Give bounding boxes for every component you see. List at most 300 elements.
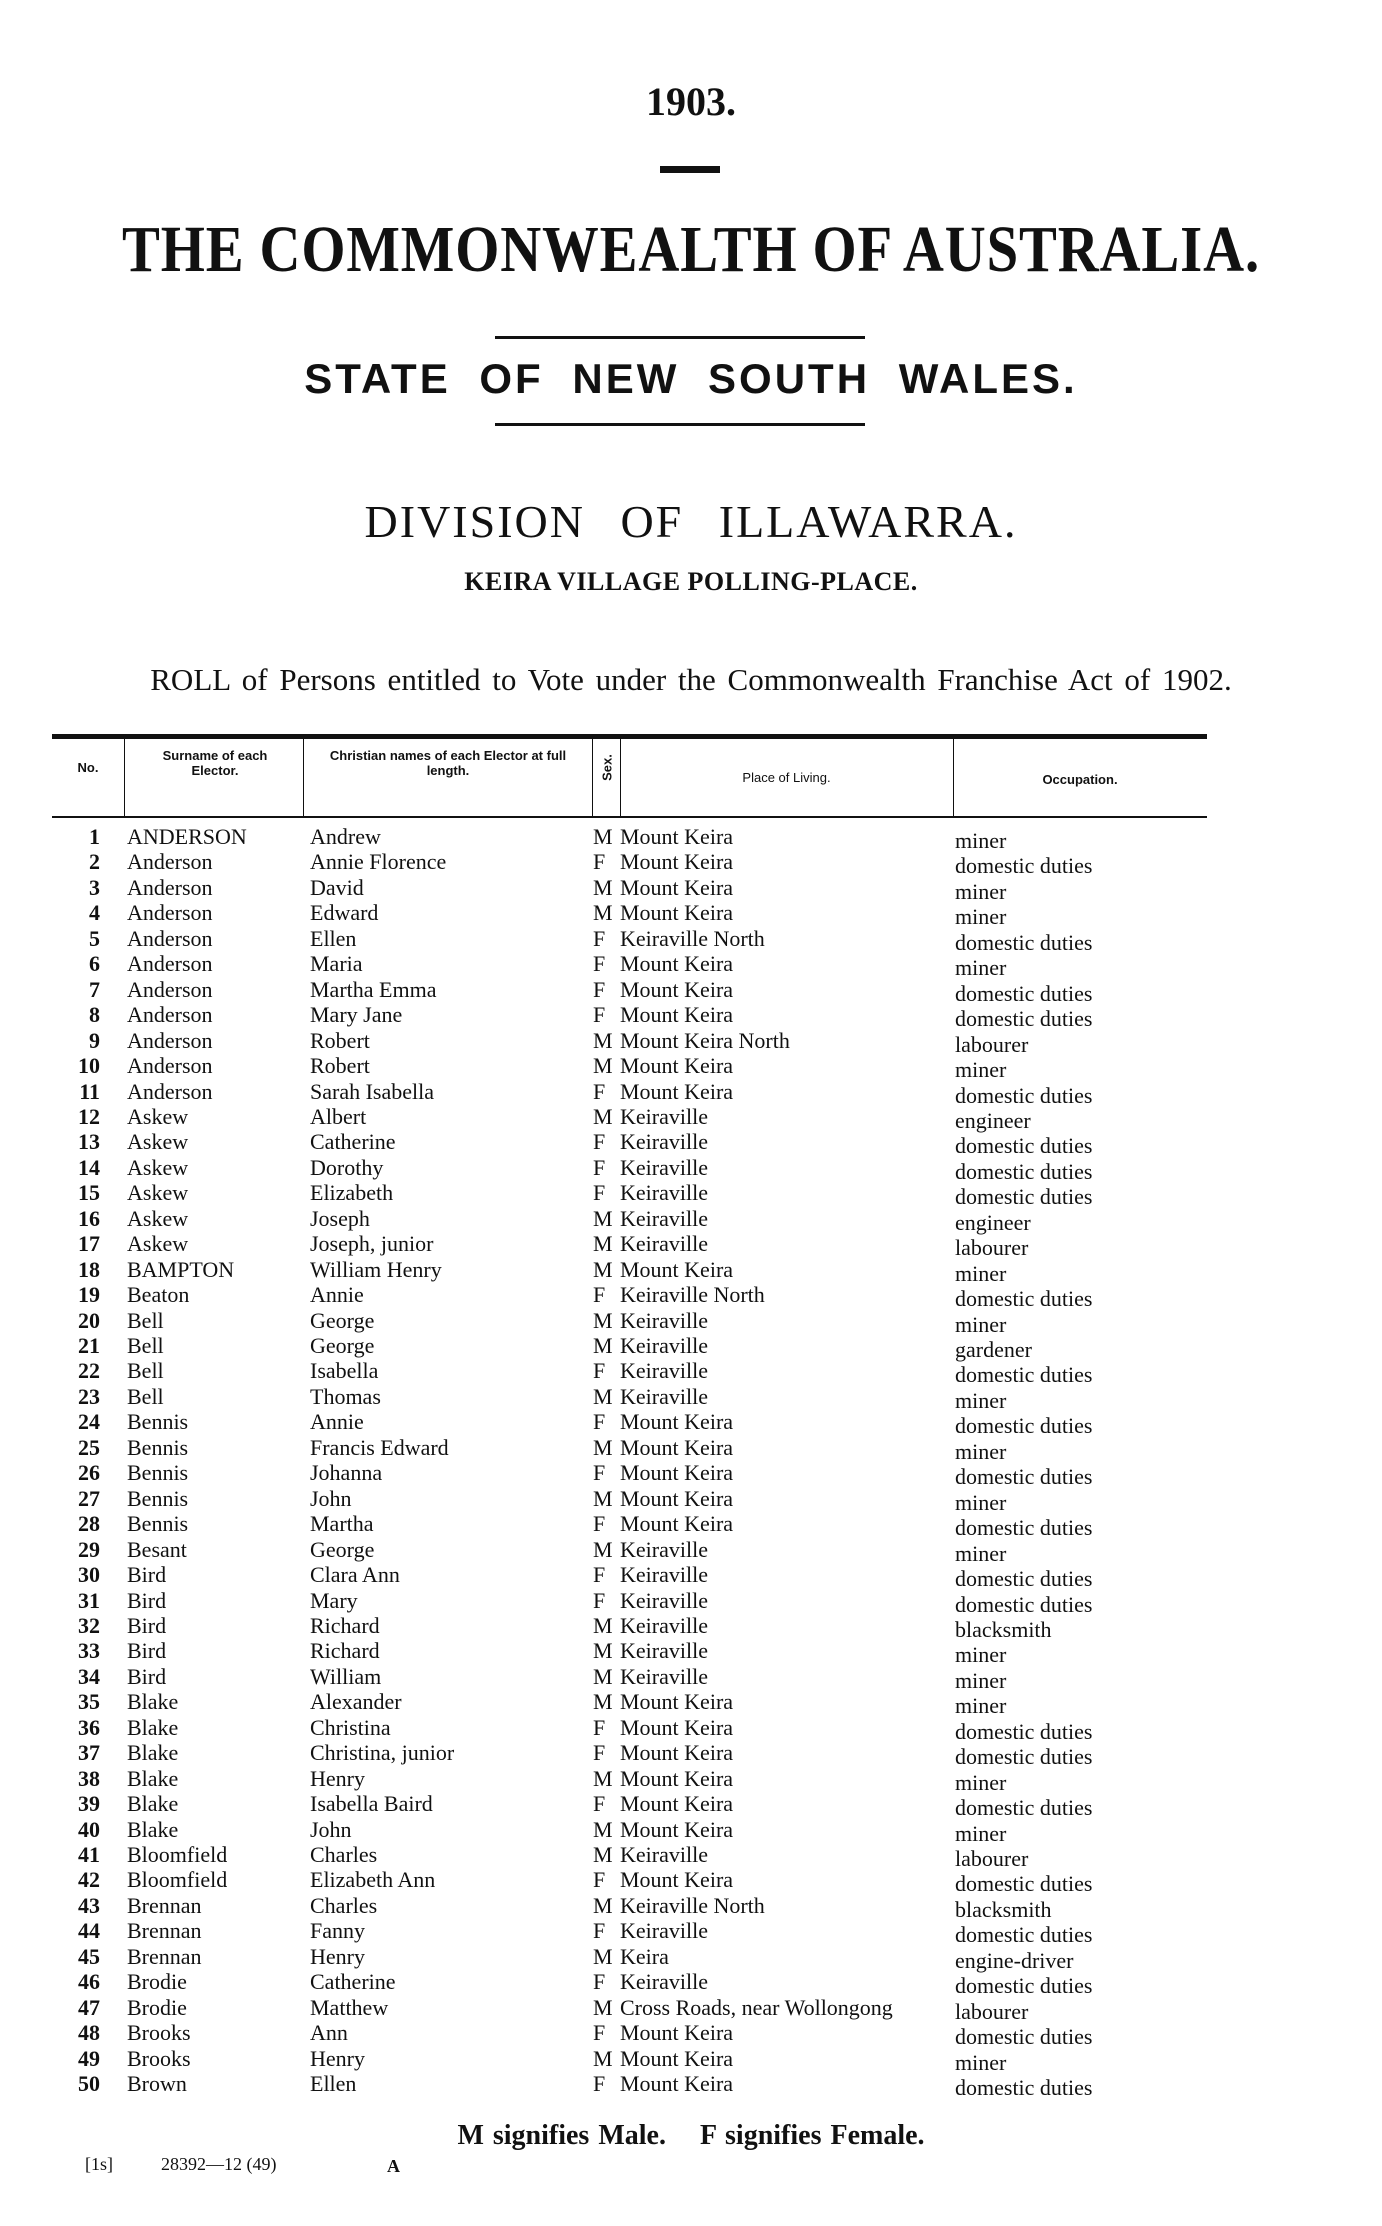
cell-sex: F [593, 1129, 606, 1155]
cell-christian-names: Henry [310, 2045, 365, 2071]
cell-place: Keiraville [620, 1103, 708, 1129]
cell-no: 18 [78, 1256, 100, 1282]
cell-no: 19 [78, 1282, 100, 1308]
cell-sex: M [593, 824, 613, 849]
cell-occupation: labourer [955, 1846, 1029, 1871]
cell-christian-names: Mary [310, 1587, 358, 1613]
cell-sex: F [593, 1154, 606, 1180]
cell-occupation: domestic duties [955, 1413, 1093, 1439]
cell-no: 43 [78, 1892, 100, 1918]
cell-sex: F [593, 2071, 606, 2097]
footer-code: [1s] [85, 2154, 113, 2174]
cell-sex: F [593, 1714, 606, 1740]
cell-christian-names: Joseph, junior [310, 1231, 434, 1257]
footer-print-ref: 28392—12 (49) [161, 2154, 277, 2174]
cell-surname: Blake [127, 1689, 179, 1715]
cell-christian-names: Martha [310, 1511, 374, 1537]
cell-surname: Bird [127, 1663, 167, 1689]
cell-no: 20 [78, 1307, 100, 1333]
roll-caption: ROLL of Persons entitled to Vote under the Commonwealth Franchise Act of 1902. [150, 662, 1232, 697]
cell-christian-names: Annie [310, 1282, 364, 1308]
cell-surname: Anderson [127, 1078, 213, 1104]
cell-place: Keiraville [620, 1180, 708, 1206]
cell-no: 17 [78, 1231, 100, 1257]
divider-rule [495, 336, 865, 339]
cell-no: 48 [78, 2020, 100, 2046]
cell-no: 23 [78, 1383, 100, 1409]
cell-christian-names: Elizabeth [310, 1180, 394, 1206]
cell-no: 47 [78, 1994, 100, 2020]
cell-no: 37 [78, 1740, 100, 1766]
cell-sex: M [593, 1333, 613, 1358]
cell-sex: M [593, 1383, 613, 1409]
cell-no: 28 [78, 1511, 100, 1537]
cell-place: Keiraville North [620, 1282, 765, 1308]
divider-dash [660, 166, 720, 173]
cell-sex: M [593, 1231, 613, 1257]
cell-occupation: domestic duties [955, 1795, 1093, 1821]
cell-place: Mount Keira [620, 1511, 734, 1537]
cell-surname: Brooks [127, 2020, 191, 2046]
cell-no: 38 [78, 1765, 100, 1791]
cell-sex: F [593, 1282, 606, 1308]
cell-christian-names: Henry [310, 1943, 365, 1969]
cell-christian-names: Catherine [310, 1129, 396, 1155]
cell-place: Keiraville [620, 1969, 708, 1995]
cell-christian-names: Mary Jane [310, 1002, 403, 1028]
cell-sex: M [593, 1205, 613, 1231]
cell-occupation: domestic duties [955, 1133, 1093, 1159]
cell-place: Mount Keira [620, 1460, 734, 1486]
cell-no: 11 [79, 1078, 100, 1104]
cell-occupation: miner [955, 1693, 1007, 1719]
cell-occupation: miner [955, 1667, 1007, 1693]
cell-no: 49 [78, 2045, 100, 2071]
cell-place: Mount Keira [620, 1765, 734, 1791]
cell-surname: Bennis [127, 1434, 189, 1460]
cell-christian-names: Johanna [310, 1460, 383, 1486]
cell-sex: M [593, 1485, 613, 1511]
cell-sex: F [593, 2020, 606, 2046]
polling-place-heading: KEIRA VILLAGE POLLING-PLACE. [464, 567, 918, 596]
cell-occupation: domestic duties [955, 1158, 1093, 1184]
cell-no: 12 [78, 1103, 100, 1129]
cell-no: 6 [89, 951, 100, 977]
cell-sex: F [593, 1078, 606, 1104]
cell-surname: Bird [127, 1587, 167, 1613]
cell-surname: Bennis [127, 1409, 189, 1435]
cell-place: Mount Keira [620, 1714, 734, 1740]
cell-no: 15 [78, 1180, 100, 1206]
cell-occupation: labourer [955, 1031, 1029, 1057]
cell-occupation: miner [955, 1642, 1007, 1668]
cell-occupation: domestic duties [955, 1566, 1093, 1592]
cell-surname: Anderson [127, 951, 213, 977]
cell-christian-names: Christina, junior [310, 1740, 455, 1766]
cell-surname: Askew [127, 1129, 189, 1155]
cell-occupation: miner [955, 1311, 1007, 1337]
cell-christian-names: Joseph [310, 1205, 370, 1231]
cell-surname: Bird [127, 1638, 167, 1664]
cell-sex: F [593, 1460, 606, 1486]
cell-no: 25 [78, 1434, 100, 1460]
cell-surname: Anderson [127, 900, 213, 926]
cell-surname: Bloomfield [127, 1867, 228, 1893]
header-place: Place of Living. [742, 770, 831, 785]
cell-occupation: miner [955, 1820, 1007, 1846]
column-divider [124, 736, 125, 816]
cell-sex: M [593, 1638, 613, 1664]
cell-sex: M [593, 1816, 613, 1842]
cell-surname: Besant [127, 1536, 187, 1562]
cell-no: 3 [89, 874, 100, 900]
cell-place: Keiraville [620, 1587, 708, 1613]
cell-christian-names: Ellen [310, 2071, 357, 2097]
cell-occupation: miner [955, 1260, 1007, 1286]
cell-place: Keiraville [620, 1307, 708, 1333]
cell-place: Mount Keira [620, 1434, 734, 1460]
cell-sex: M [593, 874, 613, 900]
header-surname: Surname of each Elector. [162, 748, 268, 778]
cell-occupation: domestic duties [955, 1362, 1093, 1388]
cell-place: Keiraville [620, 1918, 708, 1944]
cell-christian-names: Annie Florence [310, 849, 447, 875]
cell-surname: Bennis [127, 1485, 189, 1511]
cell-no: 34 [78, 1663, 100, 1689]
division-heading: DIVISION OF ILLAWARRA. [364, 496, 1018, 547]
cell-occupation: domestic duties [955, 1286, 1093, 1312]
cell-sex: F [593, 976, 606, 1002]
header-no: No. [77, 760, 99, 775]
cell-sex: M [593, 1256, 613, 1282]
cell-christian-names: Charles [310, 1892, 378, 1918]
cell-no: 41 [78, 1842, 100, 1867]
cell-occupation: engineer [955, 1209, 1031, 1235]
cell-sex: F [593, 1867, 606, 1893]
sex-legend [0, 2120, 1382, 2152]
cell-no: 2 [89, 849, 100, 875]
cell-place: Mount Keira [620, 2045, 734, 2071]
cell-occupation: domestic duties [955, 1184, 1093, 1210]
cell-sex: M [593, 1689, 613, 1715]
header-sex: Sex. [599, 754, 615, 781]
cell-occupation: blacksmith [955, 1896, 1052, 1922]
cell-sex: F [593, 925, 606, 951]
cell-place: Keiraville [620, 1358, 708, 1384]
cell-no: 16 [78, 1205, 100, 1231]
cell-christian-names: William Henry [310, 1256, 442, 1282]
cell-place: Keiraville [620, 1231, 708, 1257]
cell-surname: Blake [127, 1765, 179, 1791]
cell-no: 32 [78, 1612, 100, 1638]
cell-no: 45 [78, 1943, 100, 1969]
cell-sex: M [593, 1536, 613, 1562]
cell-sex: F [593, 1180, 606, 1206]
cell-sex: M [593, 1027, 613, 1053]
cell-occupation: domestic duties [955, 853, 1093, 879]
cell-surname: Bennis [127, 1511, 189, 1537]
cell-occupation: engine-driver [955, 1947, 1074, 1973]
cell-place: Keiraville [620, 1663, 708, 1689]
cell-place: Mount Keira [620, 1053, 734, 1079]
cell-occupation: domestic duties [955, 1922, 1093, 1948]
cell-christian-names: Alexander [310, 1689, 402, 1715]
column-divider [303, 736, 304, 816]
cell-occupation: domestic duties [955, 1973, 1093, 1999]
cell-no: 39 [78, 1791, 100, 1817]
cell-place: Keiraville [620, 1154, 708, 1180]
cell-no: 50 [78, 2071, 100, 2097]
cell-sex: M [593, 1612, 613, 1638]
cell-surname: Anderson [127, 1027, 213, 1053]
cell-christian-names: Annie [310, 1409, 364, 1435]
cell-occupation: miner [955, 1540, 1007, 1566]
cell-place: Mount Keira [620, 1816, 734, 1842]
cell-no: 42 [78, 1867, 100, 1893]
cell-surname: Blake [127, 1791, 179, 1817]
cell-sex: F [593, 1791, 606, 1817]
divider-rule [495, 423, 865, 426]
cell-christian-names: Robert [310, 1053, 370, 1079]
cell-occupation: miner [955, 904, 1007, 930]
cell-place: Mount Keira [620, 1078, 734, 1104]
cell-christian-names: Richard [310, 1638, 380, 1664]
cell-surname: Anderson [127, 976, 213, 1002]
cell-sex: F [593, 1587, 606, 1613]
cell-occupation: domestic duties [955, 2075, 1093, 2101]
cell-place: Mount Keira [620, 976, 734, 1002]
cell-surname: Bird [127, 1612, 167, 1638]
cell-place: Mount Keira [620, 849, 734, 875]
cell-no: 1 [89, 824, 100, 849]
cell-sex: M [593, 2045, 613, 2071]
legend-female: F signifies Female. [699, 2120, 925, 2151]
cell-place: Keiraville North [620, 925, 765, 951]
cell-surname: Askew [127, 1103, 189, 1129]
cell-sex: F [593, 1740, 606, 1766]
cell-christian-names: Catherine [310, 1969, 396, 1995]
cell-christian-names: Isabella Baird [310, 1791, 433, 1817]
cell-no: 40 [78, 1816, 100, 1842]
cell-occupation: domestic duties [955, 1464, 1093, 1490]
cell-sex: M [593, 900, 613, 926]
cell-surname: Anderson [127, 1002, 213, 1028]
cell-christian-names: Ellen [310, 925, 357, 951]
cell-place: Mount Keira [620, 874, 734, 900]
cell-christian-names: Andrew [310, 824, 381, 849]
cell-no: 4 [89, 900, 100, 926]
cell-surname: Blake [127, 1714, 179, 1740]
cell-surname: Bell [127, 1383, 164, 1409]
cell-christian-names: Elizabeth Ann [310, 1867, 436, 1893]
cell-place: Keiraville [620, 1536, 708, 1562]
cell-christian-names: Fanny [310, 1918, 365, 1944]
column-divider [592, 736, 593, 816]
header-occupation: Occupation. [1042, 772, 1118, 787]
cell-surname: BAMPTON [127, 1256, 235, 1282]
cell-no: 31 [78, 1587, 100, 1613]
cell-sex: M [593, 1765, 613, 1791]
cell-no: 13 [78, 1129, 100, 1155]
cell-surname: Bell [127, 1358, 164, 1384]
cell-surname: Anderson [127, 849, 213, 875]
cell-sex: F [593, 1969, 606, 1995]
cell-no: 8 [89, 1002, 100, 1028]
cell-occupation: miner [955, 1489, 1007, 1515]
cell-place: Keiraville [620, 1383, 708, 1409]
cell-sex: F [593, 1918, 606, 1944]
cell-no: 26 [78, 1460, 100, 1486]
cell-occupation: miner [955, 1387, 1007, 1413]
cell-place: Keira [620, 1943, 669, 1969]
cell-surname: Anderson [127, 925, 213, 951]
cell-sex: M [593, 1307, 613, 1333]
cell-no: 22 [78, 1358, 100, 1384]
cell-place: Keiraville [620, 1612, 708, 1638]
cell-sex: F [593, 1002, 606, 1028]
cell-occupation: gardener [955, 1337, 1032, 1362]
cell-sex: M [593, 1103, 613, 1129]
cell-place: Keiraville [620, 1638, 708, 1664]
cell-sex: M [593, 1434, 613, 1460]
cell-surname: Bloomfield [127, 1842, 228, 1867]
cell-christian-names: Clara Ann [310, 1562, 400, 1588]
cell-place: Keiraville [620, 1205, 708, 1231]
cell-occupation: miner [955, 955, 1007, 981]
cell-no: 29 [78, 1536, 100, 1562]
cell-christian-names: Martha Emma [310, 976, 437, 1002]
legend-male: M signifies Male. [457, 2120, 666, 2151]
cell-place: Mount Keira [620, 951, 734, 977]
cell-christian-names: Henry [310, 1765, 365, 1791]
cell-place: Mount Keira [620, 1689, 734, 1715]
cell-sex: F [593, 1511, 606, 1537]
cell-sex: F [593, 849, 606, 875]
cell-occupation: miner [955, 828, 1007, 853]
cell-surname: Askew [127, 1154, 189, 1180]
cell-surname: Beaton [127, 1282, 190, 1308]
cell-sex: F [593, 1409, 606, 1435]
cell-surname: Bennis [127, 1460, 189, 1486]
cell-place: Mount Keira [620, 824, 734, 849]
cell-christian-names: Maria [310, 951, 363, 977]
header-christian: Christian names of each Elector at full length. [329, 748, 567, 778]
cell-surname: Blake [127, 1816, 179, 1842]
cell-occupation: labourer [955, 1235, 1029, 1261]
cell-place: Mount Keira [620, 1002, 734, 1028]
cell-sex: F [593, 1562, 606, 1588]
cell-christian-names: Richard [310, 1612, 380, 1638]
cell-occupation: miner [955, 1769, 1007, 1795]
cell-christian-names: Sarah Isabella [310, 1078, 434, 1104]
cell-no: 10 [78, 1053, 100, 1079]
cell-sex: F [593, 1358, 606, 1384]
cell-surname: Brennan [127, 1943, 202, 1969]
table-header-rule [52, 816, 1207, 818]
cell-sex: M [593, 1842, 613, 1867]
cell-surname: Blake [127, 1740, 179, 1766]
cell-place: Mount Keira [620, 1867, 734, 1893]
cell-occupation: miner [955, 1438, 1007, 1464]
cell-christian-names: Christina [310, 1714, 391, 1740]
title-heading: THE COMMONWEALTH OF AUSTRALIA. [121, 213, 1261, 286]
cell-place: Keiraville North [620, 1892, 765, 1918]
cell-christian-names: Isabella [310, 1358, 379, 1384]
cell-occupation: miner [955, 2049, 1007, 2075]
cell-surname: Askew [127, 1231, 189, 1257]
cell-occupation: miner [955, 878, 1007, 904]
cell-no: 9 [89, 1027, 100, 1053]
cell-christian-names: Albert [310, 1103, 367, 1129]
cell-christian-names: Edward [310, 900, 379, 926]
cell-occupation: domestic duties [955, 1006, 1093, 1032]
cell-occupation: domestic duties [955, 1871, 1093, 1897]
cell-occupation: domestic duties [955, 1591, 1093, 1617]
cell-surname: Bell [127, 1333, 164, 1358]
cell-occupation: domestic duties [955, 980, 1093, 1006]
cell-no: 30 [78, 1562, 100, 1588]
cell-place: Keiraville [620, 1129, 708, 1155]
cell-occupation: domestic duties [955, 1718, 1093, 1744]
cell-surname: Brennan [127, 1892, 202, 1918]
cell-place: Mount Keira [620, 1485, 734, 1511]
cell-christian-names: George [310, 1536, 375, 1562]
cell-no: 33 [78, 1638, 100, 1664]
cell-place: Mount Keira [620, 1409, 734, 1435]
cell-occupation: blacksmith [955, 1616, 1052, 1642]
cell-place: Mount Keira [620, 900, 734, 926]
cell-christian-names: Thomas [310, 1383, 381, 1409]
cell-no: 35 [78, 1689, 100, 1715]
cell-christian-names: Ann [310, 2020, 348, 2046]
cell-surname: Anderson [127, 874, 213, 900]
cell-occupation: domestic duties [955, 2024, 1093, 2050]
cell-sex: M [593, 1053, 613, 1079]
cell-surname: ANDERSON [127, 824, 247, 849]
cell-no: 14 [78, 1154, 100, 1180]
cell-no: 44 [78, 1918, 100, 1944]
cell-place: Keiraville [620, 1842, 708, 1867]
cell-christian-names: William [310, 1663, 382, 1689]
cell-no: 27 [78, 1485, 100, 1511]
cell-surname: Anderson [127, 1053, 213, 1079]
cell-christian-names: Matthew [310, 1994, 389, 2020]
cell-place: Keiraville [620, 1333, 708, 1358]
cell-place: Mount Keira [620, 1740, 734, 1766]
cell-occupation: miner [955, 1057, 1007, 1083]
cell-no: 36 [78, 1714, 100, 1740]
cell-surname: Askew [127, 1180, 189, 1206]
cell-christian-names: George [310, 1307, 375, 1333]
cell-christian-names: Robert [310, 1027, 370, 1053]
cell-sex: M [593, 1994, 613, 2020]
print-footer [85, 2154, 277, 2175]
cell-no: 24 [78, 1409, 100, 1435]
cell-surname: Bell [127, 1307, 164, 1333]
cell-place: Mount Keira [620, 1256, 734, 1282]
cell-no: 21 [78, 1333, 100, 1358]
cell-sex: F [593, 951, 606, 977]
cell-christian-names: George [310, 1333, 375, 1358]
cell-christian-names: John [310, 1485, 352, 1511]
cell-surname: Brennan [127, 1918, 202, 1944]
cell-sex: M [593, 1663, 613, 1689]
cell-occupation: engineer [955, 1107, 1031, 1133]
cell-place: Mount Keira [620, 2020, 734, 2046]
cell-christian-names: David [310, 874, 364, 900]
cell-christian-names: John [310, 1816, 352, 1842]
cell-place: Cross Roads, near Wollongong [620, 1994, 893, 2020]
